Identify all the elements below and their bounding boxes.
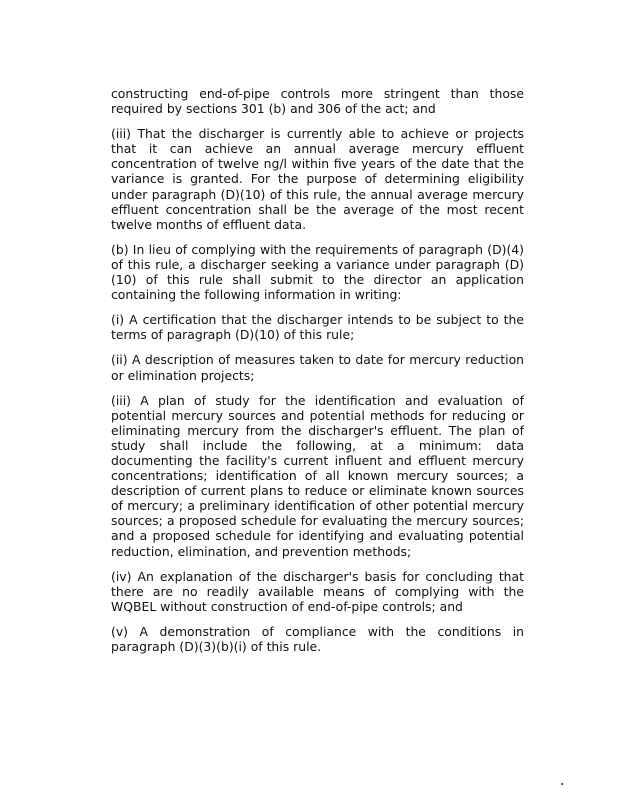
paragraph-i-certification: (i) A certification that the discharger intends to be subject to the terms of paragraph (D)(10) of this rule;: [111, 312, 524, 343]
paragraph-continuation: constructing end-of-pipe controls more stringent than those required by sections 301 (b) and 306 of the act; and: [111, 86, 524, 117]
paragraph-iii-plan-of-study: (iii) A plan of study for the identification and evaluation of potential mercury sources and potential methods for reducing or eliminating mercury from the discharger's effluent. The plan of study shall include the following, at a minimum: data documenting the facility's current influent and effluent mercury concentrations; identification of all known mercury sources; a description of current plans to reduce or eliminate known sources of mercury; a preliminary identification of other potential mercury sources; a proposed schedule for evaluating the mercury sources; and a proposed schedule for identifying and evaluating potential reduction, elimination, and prevention methods;: [111, 392, 524, 559]
document-page: [111, 86, 524, 664]
paragraph-iv-explanation: (iv) An explanation of the discharger's basis for concluding that there are no readily available means of complying with the WQBEL without construction of end-of-pipe controls; and: [111, 568, 524, 614]
paragraph-v-demonstration: (v) A demonstration of compliance with the conditions in paragraph (D)(3)(b)(i) of this rule.: [111, 623, 524, 654]
scan-speck: [561, 783, 563, 785]
paragraph-iii-eligibility: (iii) That the discharger is currently able to achieve or projects that it can achieve an annual average mercury effluent concentration of twelve ng/l within five years of the date that the variance is granted. For the purpose of determining eligibility under paragraph (D)(10) of this rule, the annual average mercury effluent concentration shall be the average of the most recent twelve months of effluent data.: [111, 126, 524, 232]
paragraph-b-application: (b) In lieu of complying with the requirements of paragraph (D)(4) of this rule, a discharger seeking a variance under paragraph (D)(10) of this rule shall submit to the director an application containing the following information in writing:: [111, 241, 524, 303]
paragraph-ii-description: (ii) A description of measures taken to date for mercury reduction or elimination projects;: [111, 352, 524, 383]
